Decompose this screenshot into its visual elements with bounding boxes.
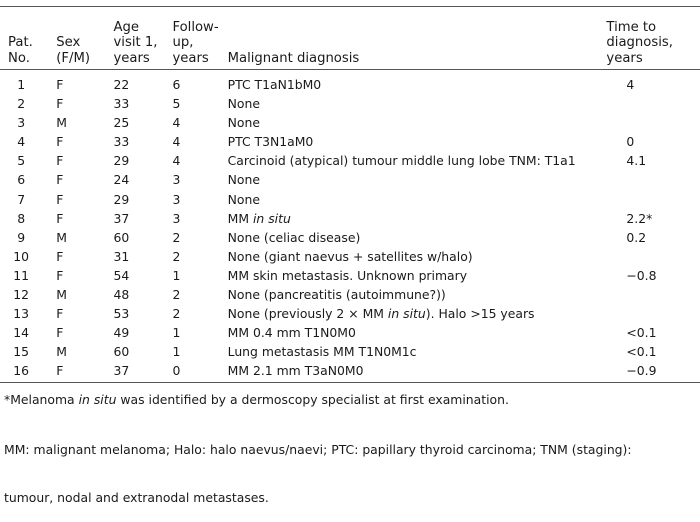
table-row <box>0 94 700 113</box>
cell-diagnosis: MM skin metastasis. Unknown primary <box>227 267 468 283</box>
cell-diagnosis: None <box>227 96 260 112</box>
cell-diagnosis: None <box>227 191 260 207</box>
cell-sex: M <box>56 115 67 131</box>
cell-time-to-diagnosis: −0.9 <box>626 363 657 379</box>
cell-sex: F <box>56 96 64 112</box>
cell-sex: M <box>56 229 67 245</box>
table-row <box>0 304 700 323</box>
cell-followup: 1 <box>172 267 181 283</box>
cell-time-to-diagnosis: <0.1 <box>626 344 657 360</box>
cell-pat-no: 15 <box>13 344 30 360</box>
cell-followup: 2 <box>172 229 181 245</box>
cell-sex: F <box>56 191 64 207</box>
header-pat-line-2: No. <box>8 50 30 66</box>
cell-followup: 2 <box>172 286 181 302</box>
header-sex <box>56 7 113 69</box>
cell-time-to-diagnosis: <0.1 <box>626 325 657 341</box>
cell-age: 53 <box>113 306 130 322</box>
cell-followup: 1 <box>172 325 181 341</box>
cell-followup: 3 <box>172 191 181 207</box>
cell-diagnosis: MM 0.4 mm T1N0M0 <box>227 325 356 341</box>
cell-age: 60 <box>113 344 130 360</box>
table-header <box>0 7 700 69</box>
cell-diagnosis: None (pancreatitis (autoimmune?)) <box>227 286 446 302</box>
table-row <box>0 228 700 247</box>
cell-time-to-diagnosis: 4.1 <box>626 153 647 169</box>
cell-followup: 4 <box>172 153 181 169</box>
cell-sex: F <box>56 267 64 283</box>
cell-followup: 6 <box>172 77 181 92</box>
header-age <box>114 7 173 69</box>
table-bottom-rule <box>0 382 700 383</box>
header-age-line-1: Age <box>113 19 140 35</box>
cell-diagnosis: MM 2.1 mm T3aN0M0 <box>227 363 364 379</box>
header-time-line-1: Time to <box>606 19 657 35</box>
header-time-line-2: diagnosis, <box>606 35 673 50</box>
cell-age: 33 <box>113 96 130 112</box>
cell-sex: M <box>56 344 67 360</box>
cell-age: 24 <box>113 172 130 188</box>
cell-pat-no: 2 <box>17 96 26 112</box>
patient-table <box>0 7 700 380</box>
table-row <box>0 113 700 132</box>
footnote-melanoma-in-situ: *Melanoma in situ was identified by a dermoscopy specialist at first examination. <box>4 392 509 407</box>
cell-pat-no: 12 <box>13 286 30 302</box>
table-row <box>0 132 700 151</box>
cell-followup: 4 <box>172 115 181 131</box>
cell-time-to-diagnosis <box>606 94 700 113</box>
cell-sex: F <box>56 210 64 226</box>
footnote-abbrev-line-2: tumour, nodal and extranodal metastases. <box>4 490 269 505</box>
cell-age: 25 <box>113 115 130 131</box>
cell-time-to-diagnosis <box>606 189 700 208</box>
header-diagnosis-line-1: Malignant diagnosis <box>227 50 360 66</box>
cell-followup: 2 <box>172 306 181 322</box>
cell-age: 60 <box>113 229 130 245</box>
header-followup-line-2: up, <box>172 35 194 50</box>
cell-age: 33 <box>113 134 130 150</box>
cell-diagnosis: None <box>227 115 260 131</box>
cell-time-to-diagnosis: 4 <box>626 77 635 92</box>
table-body <box>0 69 700 380</box>
header-followup-line-3: years <box>172 50 209 66</box>
cell-time-to-diagnosis: 0 <box>626 134 635 150</box>
cell-sex: F <box>56 134 64 150</box>
cell-age: 29 <box>113 191 130 207</box>
cell-followup: 5 <box>172 96 181 112</box>
table-row <box>0 285 700 304</box>
cell-age: 37 <box>113 210 130 226</box>
cell-diagnosis: None (giant naevus + satellites w/halo) <box>227 248 473 264</box>
cell-pat-no: 6 <box>17 172 26 188</box>
header-time-to-diagnosis <box>606 7 700 69</box>
cell-diagnosis: None (celiac disease) <box>227 229 361 245</box>
cell-age: 49 <box>113 325 130 341</box>
table-row <box>0 170 700 189</box>
cell-age: 54 <box>113 267 130 283</box>
cell-followup: 3 <box>172 210 181 226</box>
cell-followup: 0 <box>172 363 181 379</box>
cell-time-to-diagnosis: −0.8 <box>626 267 657 283</box>
cell-followup: 2 <box>172 248 181 264</box>
cell-pat-no: 10 <box>13 248 30 264</box>
cell-sex: F <box>56 325 64 341</box>
cell-age: 31 <box>113 248 130 264</box>
header-pat-no <box>0 7 56 69</box>
table-row <box>0 342 700 361</box>
table-row <box>0 247 700 266</box>
cell-pat-no: 4 <box>17 134 26 150</box>
cell-age: 29 <box>113 153 130 169</box>
cell-time-to-diagnosis: 0.2 <box>626 229 647 245</box>
cell-pat-no: 7 <box>17 191 26 207</box>
cell-sex: F <box>56 363 64 379</box>
cell-pat-no: 14 <box>13 325 30 341</box>
table-row <box>0 323 700 342</box>
cell-diagnosis: None (previously 2 × MM in situ). Halo >15 years <box>227 306 535 322</box>
cell-sex: F <box>56 306 64 322</box>
cell-diagnosis: MM in situ <box>227 210 291 226</box>
cell-pat-no: 16 <box>13 363 30 379</box>
header-age-line-3: years <box>113 50 150 66</box>
cell-sex: F <box>56 77 64 92</box>
cell-time-to-diagnosis: 2.2* <box>626 210 653 226</box>
table-row <box>0 266 700 285</box>
cell-diagnosis: None <box>227 172 260 188</box>
header-pat-line-1: Pat. <box>8 35 33 50</box>
cell-age: 37 <box>113 363 130 379</box>
cell-sex: M <box>56 286 67 302</box>
cell-sex: F <box>56 153 64 169</box>
header-time-line-3: years <box>606 50 643 66</box>
cell-time-to-diagnosis <box>606 304 700 323</box>
table-row <box>0 189 700 208</box>
header-followup <box>172 7 227 69</box>
cell-diagnosis: PTC T1aN1bM0 <box>227 77 322 92</box>
cell-time-to-diagnosis <box>606 113 700 132</box>
cell-pat-no: 3 <box>17 115 26 131</box>
cell-time-to-diagnosis <box>606 285 700 304</box>
header-sex-line-2: (F/M) <box>56 50 90 66</box>
cell-diagnosis: Carcinoid (atypical) tumour middle lung lobe TNM: T1a1 <box>227 153 576 169</box>
cell-pat-no: 9 <box>17 229 26 245</box>
header-followup-line-1: Follow- <box>172 19 219 35</box>
header-age-line-2: visit 1, <box>113 35 158 50</box>
header-sex-line-1: Sex <box>56 35 81 50</box>
table-row <box>0 151 700 170</box>
cell-sex: F <box>56 172 64 188</box>
cell-pat-no: 8 <box>17 210 26 226</box>
table-row <box>0 209 700 228</box>
cell-diagnosis: PTC T3N1aM0 <box>227 134 314 150</box>
cell-pat-no: 11 <box>13 267 30 283</box>
cell-age: 48 <box>113 286 130 302</box>
header-row <box>0 7 700 69</box>
cell-pat-no: 1 <box>17 77 26 92</box>
cell-followup: 4 <box>172 134 181 150</box>
cell-followup: 3 <box>172 172 181 188</box>
cell-time-to-diagnosis <box>606 170 700 189</box>
cell-sex: F <box>56 248 64 264</box>
table-row <box>0 361 700 380</box>
footnote-abbreviations <box>4 410 696 522</box>
footnote-abbrev-line-1: MM: malignant melanoma; Halo: halo naevus/naevi; PTC: papillary thyroid carcinoma; TNM (staging): <box>4 442 632 457</box>
cell-time-to-diagnosis <box>606 247 700 266</box>
cell-age: 22 <box>113 77 130 92</box>
header-diagnosis <box>228 7 607 69</box>
cell-diagnosis: Lung metastasis MM T1N0M1c <box>227 344 417 360</box>
cell-pat-no: 13 <box>13 306 30 322</box>
table-row <box>0 69 700 94</box>
cell-followup: 1 <box>172 344 181 360</box>
cell-pat-no: 5 <box>17 153 26 169</box>
